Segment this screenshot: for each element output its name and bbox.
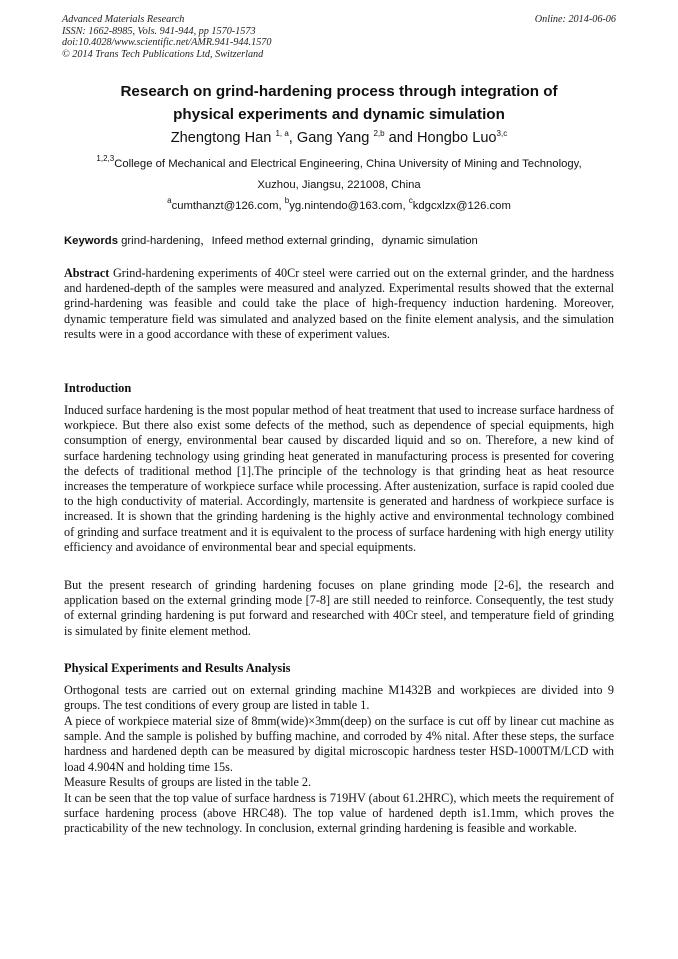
journal-name: Advanced Materials Research <box>62 14 185 25</box>
experiments-paragraph-4: It can be seen that the top value of surface hardness is 719HV (about 61.2HRC), which meets the requirement of surface hardening process (above HRC48). The top value of hardened depth is1.1mm, which proves the practicability of the new technology. In conclusion, external grinding hardening is feasible and workable. <box>64 791 614 836</box>
author-1: Zhengtong Han <box>170 130 276 146</box>
experiments-paragraph-2: A piece of workpiece material size of 8mm(wide)×3mm(deep) on the surface is cut off by linear cut machine as sample. And the sample is polished by buffing machine, and corroded by 4% nital. After these steps, the surface hardness and hardened depth can be measured by digital microscopic hardness tester HSD-1000TM/LCD with load 4.904N and holding time 15s. <box>64 714 614 774</box>
copyright-line: © 2014 Trans Tech Publications Ltd, Switzerland <box>62 48 264 60</box>
author-3-affil: 3,c <box>496 129 508 138</box>
author-3: and Hongbo Luo <box>384 130 497 146</box>
keywords-text: grind-hardening，Infeed method external grinding，dynamic simulation <box>118 235 478 247</box>
email-a-marker: a <box>167 196 172 205</box>
introduction-paragraph-2: But the present research of grinding hardening focuses on plane grinding mode [2-6], the research and application based on the external grinding mode [7-8] are still needed to reinforce. Consequently, the test study of external grinding hardening is put forward and researched with 40Cr steel, and temperature field of grinding is simulated by finite element method. <box>64 578 614 638</box>
introduction-paragraph-1: Induced surface hardening is the most popular method of heat treatment that used to increase surface hardness of workpiece. But there also exist some defects of the method, such as dependence of special equipments, high consumption of energy, environmental bear caused by discarded liquid and so on. Therefore, a new kind of surface hardening technology using grinding heat generated in manufacturing process is presented for covering the defects of traditional method [1].The principle of the technology is that grinding heat as heat resource increases the temperature of workpiece surface while processing. After austenization, surface is rapid cooled due to the high conductivity of material. Accordingly, martensite is generated and hardness of workpiece surface is increased. It is shown that the grinding hardening is the highly active and environmental technology combined of grinding and surface treatment and it is equivalent to the process of surface hardening with high energy utility efficiency and avoidance of environmental bear and special equipments. <box>64 403 614 554</box>
title-line-2: physical experiments and dynamic simulation <box>173 106 505 123</box>
experiments-paragraph-1: Orthogonal tests are carried out on external grinding machine M1432B and workpieces are divided into 9 groups. The test conditions of every group are listed in table 1. <box>64 683 614 713</box>
author-2-affil: 2,b <box>373 129 385 138</box>
keywords <box>64 233 624 249</box>
email-b-marker: b <box>284 196 290 205</box>
experiments-heading: Physical Experiments and Results Analysis <box>64 661 291 675</box>
email-c: kdgcxlzx@126.com <box>412 200 511 212</box>
paper-title <box>60 80 618 126</box>
author-list <box>60 128 618 148</box>
affiliation-line-1: College of Mechanical and Electrical Engineering, China University of Mining and Technology, <box>114 158 582 170</box>
publication-meta <box>62 14 422 60</box>
title-line-1: Research on grind-hardening process through integration of <box>120 83 558 100</box>
issn-line: ISSN: 1662-8985, Vols. 941-944, pp 1570-1573 <box>62 25 256 37</box>
author-emails <box>40 197 638 215</box>
affiliation-line-2: Xuzhou, Jiangsu, 221008, China <box>257 178 421 191</box>
doi-line: doi:10.4028/www.scientific.net/AMR.941-944.1570 <box>62 37 272 49</box>
email-b: yg.nintendo@163.com, <box>289 200 409 212</box>
keywords-label: Keywords <box>64 235 118 247</box>
online-date: Online: 2014-06-06 <box>534 14 616 25</box>
affiliation-marker: 1,2,3 <box>96 154 115 163</box>
author-2: , Gang Yang <box>288 130 374 146</box>
introduction-heading: Introduction <box>64 381 132 395</box>
experiments-paragraph-3: Measure Results of groups are listed in the table 2. <box>64 775 312 789</box>
affiliation <box>40 154 638 195</box>
email-c-marker: c <box>408 196 413 205</box>
email-a: cumthanzt@126.com, <box>171 200 285 212</box>
author-1-affil: 1, a <box>275 129 289 138</box>
abstract-text: Grind-hardening experiments of 40Cr steel were carried out on the external grinder, and the hardness and hardened-depth of the samples were measured and analyzed. Experimental results showed that the external grind-hardening was feasible and could take the place of high-frequency induction hardening. Moreover, dynamic temperature field was simulated and analyzed based on the finite element analysis, and the simulation results were in a good accordance with these of experiment values. <box>64 266 614 341</box>
abstract-label: Abstract <box>64 266 110 280</box>
abstract <box>64 266 614 342</box>
